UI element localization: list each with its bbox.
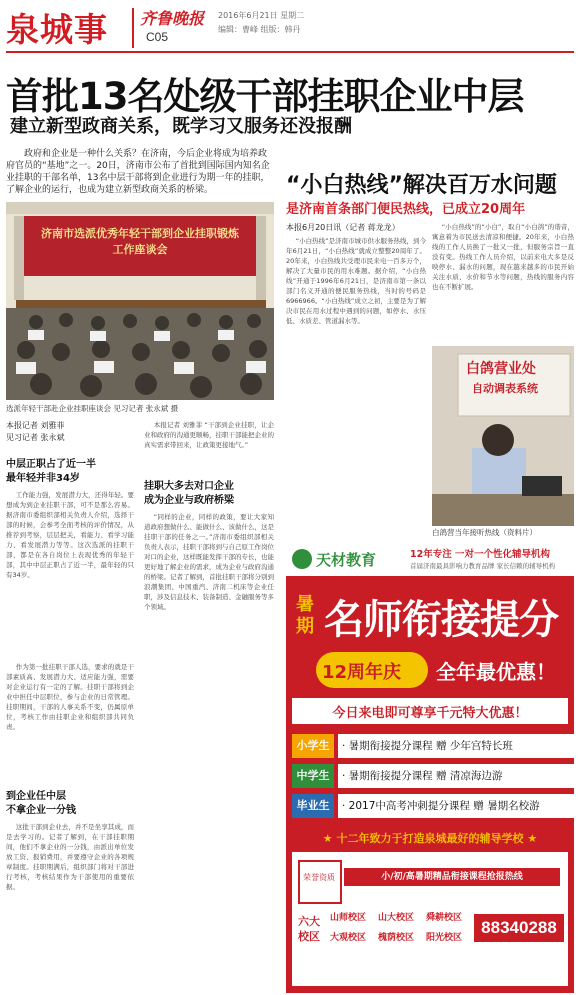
campus-2: 舜耕校区: [426, 913, 463, 923]
campus-3: 大观校区: [330, 933, 367, 943]
section2-text: 这批干部到企业去，并不是坐享其成，而是去学习的。记者了解到，在干部挂职期间，他们不拿企业的一分钱，由派出单位发放工资、报销费用，并要遵守企业的各项规章制度。挂职期满后，组织部门将对干部进行考核，考核结果作为干部使用的重要依据。: [6, 823, 134, 891]
byline-intern: 见习记者 张永斌: [6, 433, 65, 442]
section-title: 泉城事: [6, 10, 108, 49]
call-banner-text: 今日来电即可尊享千元特大优惠！: [332, 706, 528, 721]
right-headline: “小白热线”解决百万水问题: [286, 173, 557, 198]
campus-label: 六大校区: [298, 915, 320, 943]
page-number: C05: [146, 30, 169, 44]
right-text-1: “小白热线”是济南市城市供水服务热线，到今年6月21日，“小白热线”就成立整整20周年了。20年来，小白热线共受理市民来电一百多万个，解决了大量市民的用水难题。据介绍，“小白热线”开通于1996年6月21日，是济南市第一条以部门名义开通的便民服务热线，当时的号码是6966966。“小白热线”成立之初，主要是为了解决市民在用水过程中遇到的问题，如停水、水压低、水质差、管道漏水等。: [286, 237, 426, 325]
advertisement: [286, 542, 574, 993]
masthead-divider: [132, 8, 134, 48]
course-graduate: · 2017中高考冲刺提分课程 赠 暑期名校游: [338, 794, 574, 818]
logo-mark-icon: [292, 549, 312, 569]
section3-title: 挂职大多去对口企业 成为企业与政府桥梁: [144, 481, 234, 506]
campus-5: 阳光校区: [426, 933, 463, 943]
logo-text: 天材教育: [316, 551, 377, 569]
campus-0: 山师校区: [330, 913, 367, 923]
ad-big-prefix: 暑期: [296, 594, 314, 637]
honor-seal-text: 荣誉资质: [303, 873, 335, 882]
ad-slogan-1: 12年专注 一对一个性化辅导机构: [410, 549, 551, 560]
section3-text: “同样的企业，同样的政策，要让大家知道政府想做什么、能做什么、该做什么，这是挂职干部的任务之一。”济南市委组织部相关负责人表示，挂职干部将到与自己原工作岗位对口的企业，这样既能发挥干部的专长，也能更好地了解企业的需求，成为企业与政府沟通的桥梁。记者了解到，首批挂职干部将分别到浪潮集团、中国重汽、济南二机床等企业任职，涉及信息技术、装备制造、金融服务等多个领域。: [144, 513, 274, 611]
middle-text-top: 本报记者 刘雅菲 “干部到企业挂职，让企业和政府的沟通更顺畅，挂职干部能把企业的真实需求带回来，让政策更接地气。”: [144, 421, 274, 449]
issue-date: 2016年6月21日 星期二: [218, 11, 305, 20]
editors: 编辑：曹峰 组版：韩丹: [218, 25, 301, 34]
section2-title: 到企业任中层 不拿企业一分钱: [6, 791, 76, 816]
byline-reporter: 本报记者 刘雅菲: [6, 421, 65, 430]
main-lead: 政府和企业是一种什么关系？在济南，今后企业将成为培养政府官员的“基地”之一。20日，济南市公布了首批到国际国内知名企业挂职的干部名单，13名中层干部将到企业进行为期一年的挂职，了解企业的运行，也成为建立新型政商关系的桥梁。: [6, 149, 270, 195]
anniversary-text: 12周年庆: [322, 662, 402, 683]
conference-photo: [6, 202, 274, 400]
masthead-rule: [6, 51, 574, 53]
right-text-2: “小白热线”的“小白”，取自“小白鸽”的谐音，寓意着为市民送去清凉和便捷。20年来，小白热线的工作人员换了一批又一批，但服务宗旨一直没有变。热线工作人员介绍，以前来电大多是反映停水、漏水的问题，现在越来越多的市民开始关注水质、水价和节水等问题，热线的服务内容也在不断扩展。: [432, 223, 574, 291]
main-headline: 首批13名处级干部挂职企业中层: [6, 75, 524, 118]
course-primary: · 暑期衔接提分课程 赠 少年宫特长班: [338, 734, 574, 758]
ad-slogan-2: 首届济南最具影响力教育品牌 家长信赖的辅导机构: [410, 562, 556, 570]
ad-big-text: 名师衔接提分: [324, 597, 558, 643]
small-banner: 小/初/高暑期精品衔接课程抢报热线: [344, 868, 560, 886]
right-subhead: 是济南首条部门便民热线，已成立20周年: [286, 202, 526, 217]
hotline-photo-caption: 白鸽营当年接听热线（资料片）: [432, 528, 537, 537]
photo-caption: 选派年轻干部赴企业挂职座谈会 见习记者 张永斌 摄: [6, 404, 179, 413]
hotline-photo: [432, 346, 574, 526]
campus-4: 槐荫校区: [378, 933, 415, 943]
main-subhead: 建立新型政商关系，既学习又服务还没报酬: [10, 116, 352, 137]
section1-text2: 作为第一批挂职干部人选，要求的就是干部素质高、发展潜力大、适应能力强，需要对企业运行有一定的了解。挂职干部将到企业中担任中层职位，参与企业的日常管理。挂职期间，干部的人事关系不变，仍属原单位，考核工作由挂职企业和组织部共同负责。: [6, 663, 134, 731]
section1-title: 中层正职占了近一半 最年轻并非34岁: [6, 459, 96, 484]
banner-text: 济南市选派优秀年轻干部到企业挂职锻炼工作座谈会: [41, 227, 239, 256]
board-line2: 自动调表系统: [472, 382, 538, 395]
ad-motto: ★ 十二年致力于打造泉城最好的辅导学校 ★: [322, 832, 538, 845]
section1-text: 工作能力强，发展潜力大，还得年轻。要想成为到企业挂职干部，可不是那么容易。据济南市委组织部相关负责人介绍，选择干部的时候，会参考全面考核的评价情况，从推荐到考察，层层把关，看能力、看学习能力、看发展潜力等等。这次选派的挂职干部，都是在各自岗位上表现优秀的年轻干部，其中中层正职占了近一半，最年轻的只有34岁。: [6, 491, 134, 579]
right-byline: 本报6月20日讯（记者 蒋龙龙）: [286, 223, 400, 232]
tag-primary: 小学生: [292, 734, 334, 758]
tag-middle: 中学生: [292, 764, 334, 788]
phone-number: 88340288: [474, 914, 564, 942]
board-line1: 白鸽营业处: [466, 361, 536, 377]
ad-logo: [292, 547, 404, 571]
course-middle: · 暑期衔接提分课程 赠 清凉海边游: [338, 764, 574, 788]
tag-graduate: 毕业生: [292, 794, 334, 818]
newspaper-brand: 齐鲁晚报: [140, 9, 205, 28]
campus-1: 山大校区: [378, 913, 415, 923]
ad-promo: 全年最优惠！: [436, 660, 556, 684]
